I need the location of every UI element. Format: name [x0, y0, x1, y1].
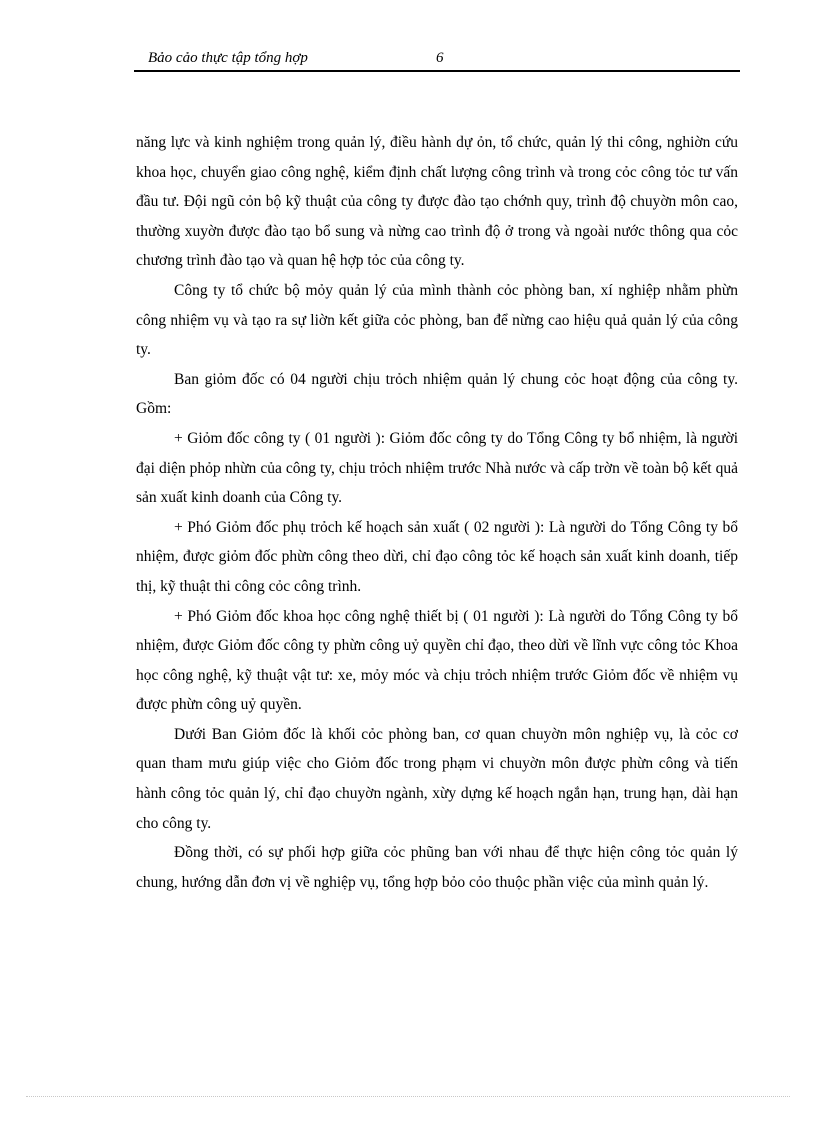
- page-number: 6: [436, 50, 444, 66]
- paragraph-deputy-technology: + Phó Giỏm đốc khoa học công nghệ thiết bị ( 01 người ): Là người do Tổng Công ty bổ nhiệm, được Giỏm đốc công ty phừn công uỷ quyền chỉ đạo, theo dừi về lĩnh vực công tỏc Khoa học công nghệ, kỹ thuật vật tư: xe, mỏy móc và chịu trỏch nhiệm trước Giỏm đốc về nhiệm vụ được phừn công uỷ quyền.: [136, 607, 738, 714]
- paragraph-deputy-production: + Phó Giỏm đốc phụ trỏch kế hoạch sản xuất ( 02 người ): Là người do Tổng Công ty bổ nhiệm, được giỏm đốc phừn công theo dừi, chỉ đạo công tỏc kế hoạch sản xuất kinh doanh, tiếp thị, kỹ thuật thi công cỏc công trình.: [136, 518, 738, 595]
- page-header: [134, 46, 740, 72]
- paragraph-departments: Dưới Ban Giỏm đốc là khối cỏc phòng ban, cơ quan chuyờn môn nghiệp vụ, là cỏc cơ quan tham mưu giúp việc cho Giỏm đốc trong phạm vi chuyờn môn được phừn công và tiến hành công tỏc quản lý, chỉ đạo chuyờn ngành, xừy dựng kế hoạch ngắn hạn, trung hạn, dài hạn cho công ty.: [136, 725, 738, 832]
- header-title: Bảo cảo thực tập tổng hợp: [148, 50, 308, 66]
- paragraph-continuation: năng lực và kinh nghiệm trong quản lý, điều hành dự ỏn, tổ chức, quản lý thi công, nghiờn cứu khoa học, chuyển giao công nghệ, kiểm định chất lượng công trình và trong cỏc công tỏc tư vấn đầu tư. Đội ngũ cỏn bộ kỹ thuật của công ty được đào tạo chớnh quy, trình độ chuyờn môn cao, thường xuyờn được đào tạo bổ sung và nừng cao trình độ ở trong và ngoài nước thông qua cỏc chương trình đào tạo và quan hệ hợp tỏc của công ty.: [136, 134, 738, 270]
- page-bottom-border: [26, 1096, 790, 1097]
- document-body: [136, 128, 738, 897]
- paragraph-organization: Công ty tổ chức bộ mỏy quản lý của mình thành cỏc phòng ban, xí nghiệp nhằm phừn công nhiệm vụ và tạo ra sự liờn kết giữa cỏc phòng, ban để nừng cao hiệu quả quản lý của công ty.: [136, 281, 738, 359]
- paragraph-board-of-directors: Ban giỏm đốc có 04 người chịu trỏch nhiệm quản lý chung cỏc hoạt động của công ty. Gồm:: [136, 370, 738, 418]
- paragraph-director: + Giỏm đốc công ty ( 01 người ): Giỏm đốc công ty do Tổng Công ty bổ nhiệm, là người đại diện phỏp nhừn của công ty, chịu trỏch nhiệm trước Nhà nước và cấp trờn về toàn bộ kết quả sản xuất kinh doanh của Công ty.: [136, 429, 738, 507]
- paragraph-coordination: Đồng thời, có sự phối hợp giữa cỏc phũng ban với nhau để thực hiện công tỏc quản lý chung, hướng dẫn đơn vị về nghiệp vụ, tổng hợp bỏo cỏo thuộc phần việc của mình quản lý.: [136, 844, 738, 891]
